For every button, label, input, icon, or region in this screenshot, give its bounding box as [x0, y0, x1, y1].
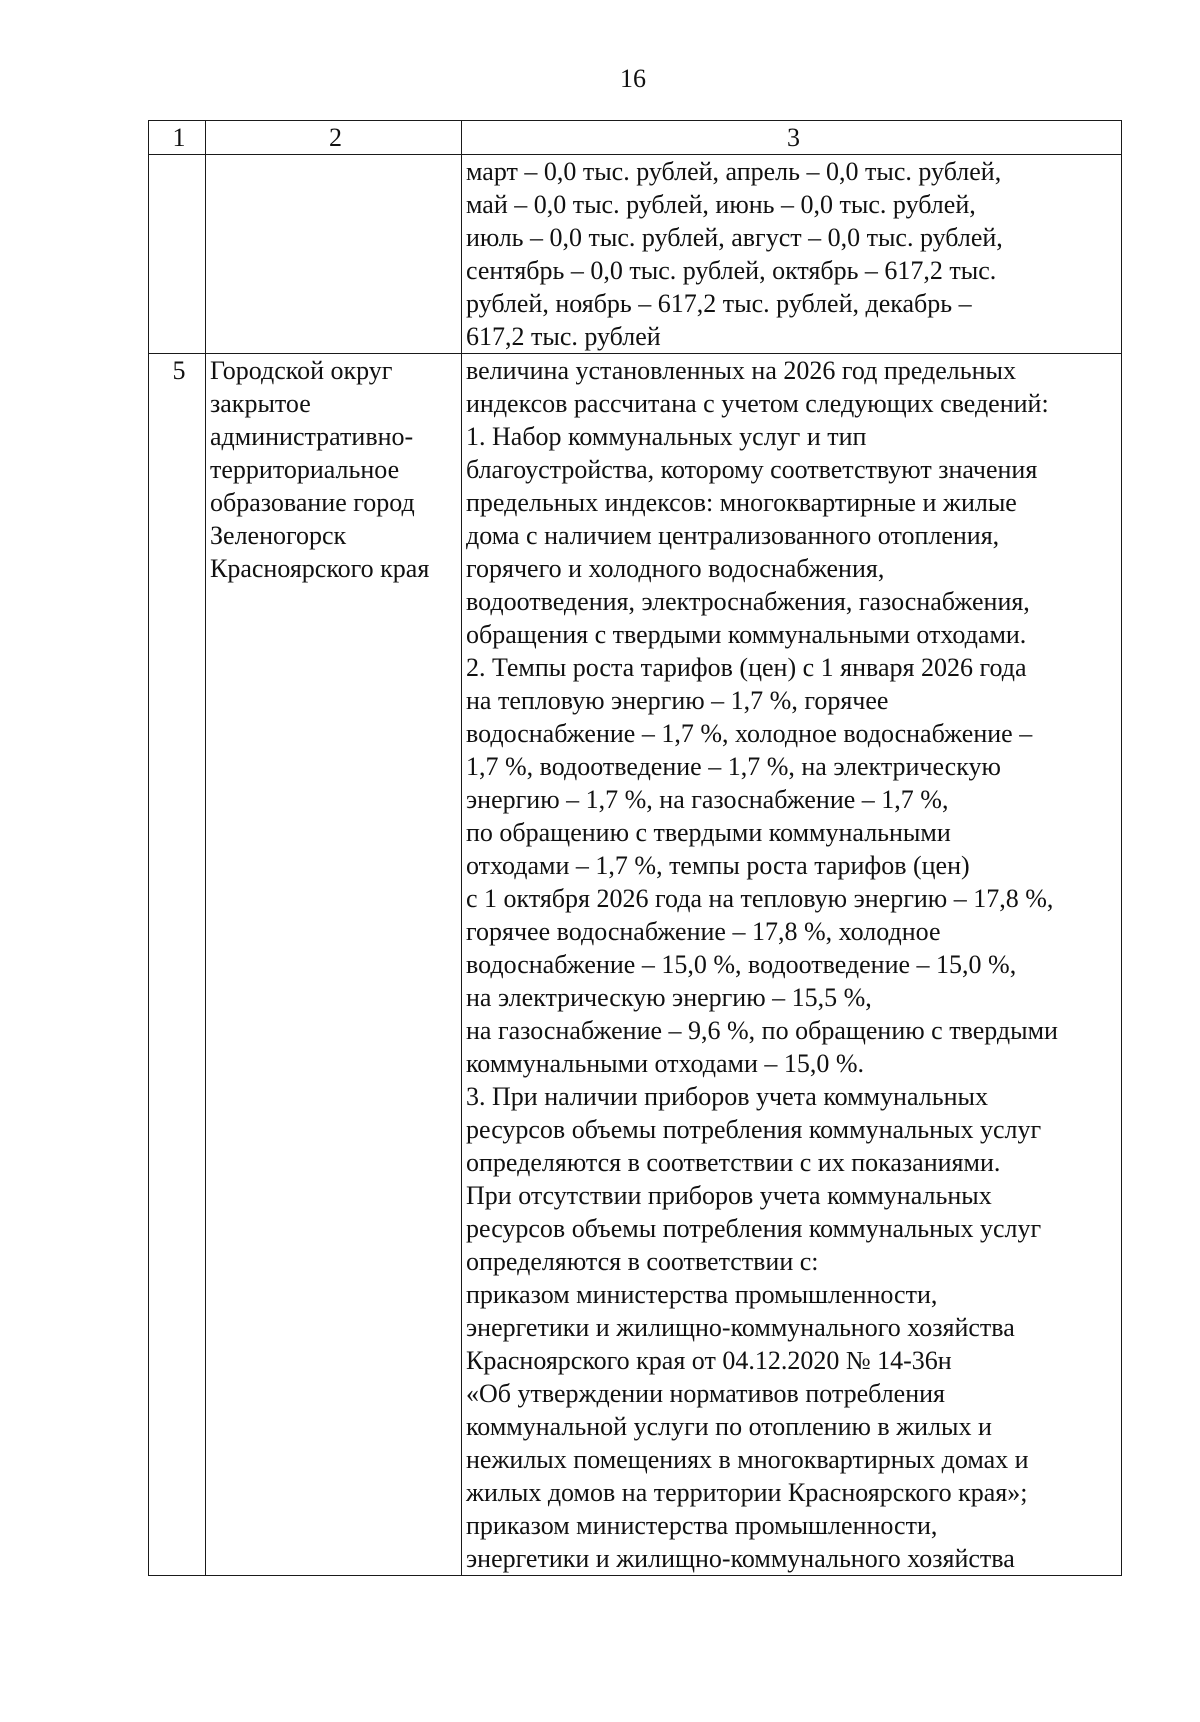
column-header-2: 2: [206, 121, 462, 155]
table-row-continuation: [149, 155, 1122, 354]
text-line: Красноярского края: [210, 554, 430, 583]
text-line: Красноярского края от 04.12.2020 № 14-36н: [466, 1346, 952, 1375]
text-line: май – 0,0 тыс. рублей, июнь – 0,0 тыс. рублей,: [466, 190, 976, 219]
text-line: с 1 октября 2026 года на тепловую энергию – 17,8 %,: [466, 884, 1054, 913]
text-line: закрытое: [210, 389, 311, 418]
text-line: рублей, ноябрь – 617,2 тыс. рублей, декабрь –: [466, 289, 972, 318]
table-header-row: [149, 121, 1122, 155]
text-line: 2. Темпы роста тарифов (цен) с 1 января 2026 года: [466, 653, 1027, 682]
text-line: Городской округ: [210, 356, 393, 385]
row-number-cell: [149, 155, 206, 354]
text-line: административно-: [210, 422, 414, 451]
text-line: жилых домов на территории Красноярского края»;: [466, 1478, 1028, 1507]
municipality-name-cell: [206, 155, 462, 354]
page-number: 16: [620, 64, 646, 93]
details-text-cell: [462, 155, 1122, 354]
column-header-3: 3: [462, 121, 1122, 155]
document-table: [148, 120, 1122, 1576]
text-line: энергетики и жилищно-коммунального хозяйства: [466, 1544, 1015, 1573]
text-line: сентябрь – 0,0 тыс. рублей, октябрь – 617,2 тыс.: [466, 256, 997, 285]
text-line: образование город: [210, 488, 415, 517]
text-line: на газоснабжение – 9,6 %, по обращению с твердыми: [466, 1016, 1058, 1045]
text-line: на тепловую энергию – 1,7 %, горячее: [466, 686, 889, 715]
text-line: 1. Набор коммунальных услуг и тип: [466, 422, 867, 451]
details-text: [466, 155, 1121, 353]
text-line: на электрическую энергию – 15,5 %,: [466, 983, 872, 1012]
text-line: дома с наличием централизованного отопления,: [466, 521, 1000, 550]
text-line: ресурсов объемы потребления коммунальных услуг: [466, 1115, 1042, 1144]
text-line: приказом министерства промышленности,: [466, 1511, 938, 1540]
text-line: по обращению с твердыми коммунальными: [466, 818, 951, 847]
text-line: Зеленогорск: [210, 521, 347, 550]
text-line: величина установленных на 2026 год предельных: [466, 356, 1016, 385]
text-line: отходами – 1,7 %, темпы роста тарифов (цен): [466, 851, 970, 880]
text-line: При отсутствии приборов учета коммунальных: [466, 1181, 992, 1210]
text-line: июль – 0,0 тыс. рублей, август – 0,0 тыс. рублей,: [466, 223, 1003, 252]
text-line: определяются в соответствии с их показаниями.: [466, 1148, 1001, 1177]
text-line: водоснабжение – 1,7 %, холодное водоснабжение –: [466, 719, 1033, 748]
table-row-5: [149, 354, 1122, 1576]
text-line: горячее водоснабжение – 17,8 %, холодное: [466, 917, 941, 946]
text-line: обращения с твердыми коммунальными отходами.: [466, 620, 1027, 649]
text-line: предельных индексов: многоквартирные и жилые: [466, 488, 1017, 517]
text-line: территориальное: [210, 455, 400, 484]
details-text-cell: [462, 354, 1122, 1576]
details-text: [466, 354, 1121, 1575]
municipality-name-cell: [206, 354, 462, 1576]
text-line: энергию – 1,7 %, на газоснабжение – 1,7 %,: [466, 785, 949, 814]
municipality-name: [210, 354, 461, 585]
text-line: 617,2 тыс. рублей: [466, 322, 661, 351]
text-line: март – 0,0 тыс. рублей, апрель – 0,0 тыс. рублей,: [466, 157, 1002, 186]
text-line: 3. При наличии приборов учета коммунальных: [466, 1082, 988, 1111]
text-line: приказом министерства промышленности,: [466, 1280, 938, 1309]
text-line: благоустройства, которому соответствуют значения: [466, 455, 1038, 484]
text-line: коммунальной услуги по отоплению в жилых и: [466, 1412, 992, 1441]
text-line: индексов рассчитана с учетом следующих сведений:: [466, 389, 1049, 418]
column-header-1: 1: [149, 121, 206, 155]
text-line: «Об утверждении нормативов потребления: [466, 1379, 945, 1408]
text-line: водоснабжение – 15,0 %, водоотведение – 15,0 %,: [466, 950, 1017, 979]
text-line: водоотведения, электроснабжения, газоснабжения,: [466, 587, 1030, 616]
row-number-cell: 5: [149, 354, 206, 1576]
text-line: нежилых помещениях в многоквартирных домах и: [466, 1445, 1029, 1474]
text-line: энергетики и жилищно-коммунального хозяйства: [466, 1313, 1015, 1342]
text-line: определяются в соответствии с:: [466, 1247, 819, 1276]
text-line: 1,7 %, водоотведение – 1,7 %, на электрическую: [466, 752, 1001, 781]
text-line: горячего и холодного водоснабжения,: [466, 554, 885, 583]
text-line: ресурсов объемы потребления коммунальных услуг: [466, 1214, 1042, 1243]
text-line: коммунальными отходами – 15,0 %.: [466, 1049, 865, 1078]
